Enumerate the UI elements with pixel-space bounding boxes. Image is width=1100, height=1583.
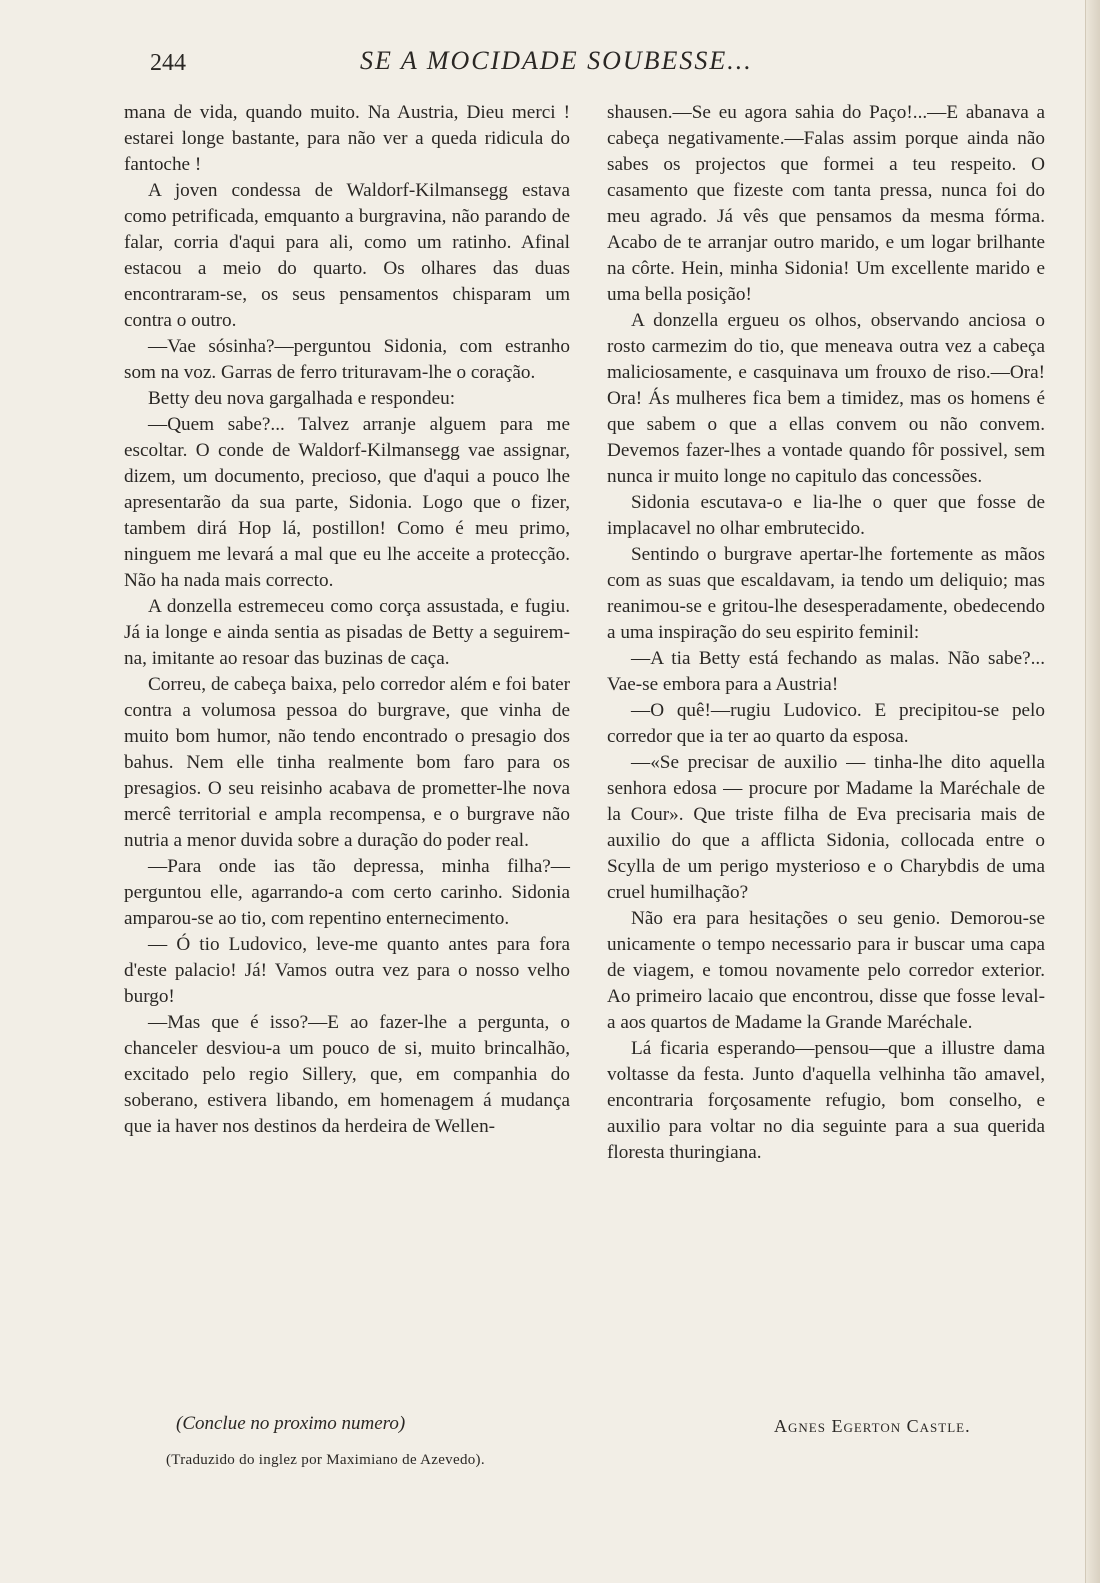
paragraph: mana de vida, quando muito. Na Austria, Dieu merci ! estarei longe bastante, para não ver a queda ridicula do fantoche ! bbox=[124, 102, 570, 175]
paragraph: —Para onde ias tão depressa, minha filha?—perguntou elle, agarrando-a com certo carinho. Sidonia amparou-se ao tio, com repentino enternecimento. bbox=[124, 856, 570, 929]
page-number: 244 bbox=[150, 50, 186, 76]
running-title: SE A MOCIDADE SOUBESSE... bbox=[360, 46, 753, 75]
paragraph: —Mas que é isso?—E ao fazer-lhe a pergunta, o chanceler desviou-a um pouco de si, muito brincalhão, excitado pelo regio Sillery, que, em companhia do soberano, estivera libando, em homenagem á mudança que ia haver nos destinos da herdeira de Wellen- bbox=[124, 1012, 570, 1137]
right-column bbox=[607, 100, 1045, 1166]
paragraph: shausen.—Se eu agora sahia do Paço!...—E abanava a cabeça negativamente.—Falas assim porque ainda não sabes os projectos que formei a teu respeito. O casamento que fizeste com tanta pressa, nunca foi do meu agrado. Já vês que pensamos da mesma fórma. Acabo de te arranjar outro marido, e um logar brilhante na côrte. Hein, minha Sidonia! Um excellente marido e uma bella posição! bbox=[607, 102, 1045, 305]
paragraph: Correu, de cabeça baixa, pelo corredor além e foi bater contra a volumosa pessoa do burgrave, que vinha de muito bom humor, não tendo encontrado o presagio dos bahus. Nem elle tinha realmente bom faro para os presagios. O seu reisinho acabava de prometter-lhe nova mercê territorial e ampla recompensa, e o burgrave não nutria a menor duvida sobre a duração do poder real. bbox=[124, 674, 570, 851]
paragraph: Lá ficaria esperando—pensou—que a illustre dama voltasse da festa. Junto d'aquella velhinha tão amavel, encontraria forçosamente refugio, bom conselho, e auxilio para voltar no dia seguinte para a sua querida floresta thuringiana. bbox=[607, 1038, 1045, 1163]
paragraph: Sentindo o burgrave apertar-lhe fortemente as mãos com as suas que escaldavam, ia tendo um deliquio; mas reanimou-se e gritou-lhe desesperadamente, obedecendo a uma inspiração do seu espirito feminil: bbox=[607, 544, 1045, 643]
paragraph: A joven condessa de Waldorf-Kilmansegg estava como petrificada, emquanto a burgravina, não parando de falar, corria d'aqui para ali, como um ratinho. Afinal estacou a meio do quarto. Os olhares das duas encontraram-se, os seus pensamentos chisparam um contra o outro. bbox=[124, 180, 570, 331]
paragraph: Betty deu nova gargalhada e respondeu: bbox=[148, 388, 456, 409]
page-edge bbox=[1085, 0, 1100, 1583]
author-signature: Agnes Egerton Castle. bbox=[774, 1416, 971, 1436]
paragraph: —Quem sabe?... Talvez arranje alguem para me escoltar. O conde de Waldorf-Kilmansegg vae assignar, dizem, um documento, precioso, que d'aqui a pouco lhe apresentarão da sua parte, Sidonia. Logo que o fizer, tambem dirá Hop lá, postillon! Como é meu primo, ninguem me levará a mal que eu lhe acceite a protecção. Não ha nada mais correcto. bbox=[124, 414, 570, 591]
page-header bbox=[0, 44, 1100, 84]
paragraph: —Vae sósinha?—perguntou Sidonia, com estranho som na voz. Garras de ferro trituravam-lhe o coração. bbox=[124, 336, 570, 383]
paragraph: —«Se precisar de auxilio — tinha-lhe dito aquella senhora edosa — procure por Madame la Maréchale de la Cour». Que triste filha de Eva precisaria mais de auxilio do que a afflicta Sidonia, collocada entre o Scylla de um perigo mysterioso e o Charybdis de uma cruel humilhação? bbox=[607, 752, 1045, 903]
paragraph: — Ó tio Ludovico, leve-me quanto antes para fora d'este palacio! Já! Vamos outra vez para o nosso velho burgo! bbox=[124, 934, 570, 1007]
paragraph: —O quê!—rugiu Ludovico. E precipitou-se pelo corredor que ia ter ao quarto da esposa. bbox=[607, 700, 1045, 747]
paragraph: A donzella ergueu os olhos, observando anciosa o rosto carmezim do tio, que meneava outra vez a cabeça maliciosamente, e casquinava um frouxo de riso.—Ora! Ora! Ás mulheres fica bem a timidez, mas os homens é que sabem o que a ellas convem ou não convem. Devemos fazer-lhes a vontade quando fôr possivel, sem nunca ir muito longe no capitulo das concessões. bbox=[607, 310, 1045, 487]
conclusion-note: (Conclue no proximo numero) bbox=[176, 1413, 406, 1434]
left-column bbox=[124, 100, 570, 1140]
paragraph: Não era para hesitações o seu genio. Demorou-se unicamente o tempo necessario para ir buscar uma capa de viagem, e tomou novamente pelo corredor exterior. Ao primeiro lacaio que encontrou, disse que fosse leval-a aos quartos de Madame la Grande Maréchale. bbox=[607, 908, 1045, 1033]
paragraph: —A tia Betty está fechando as malas. Não sabe?... Vae-se embora para a Austria! bbox=[607, 648, 1045, 695]
paragraph: A donzella estremeceu como corça assustada, e fugiu. Já ia longe e ainda sentia as pisadas de Betty a seguirem-na, imitante ao resoar das buzinas de caça. bbox=[124, 596, 570, 669]
paragraph: Sidonia escutava-o e lia-lhe o quer que fosse de implacavel no olhar embrutecido. bbox=[607, 492, 1045, 539]
translator-note: (Traduzido do inglez por Maximiano de Azevedo). bbox=[166, 1452, 485, 1468]
